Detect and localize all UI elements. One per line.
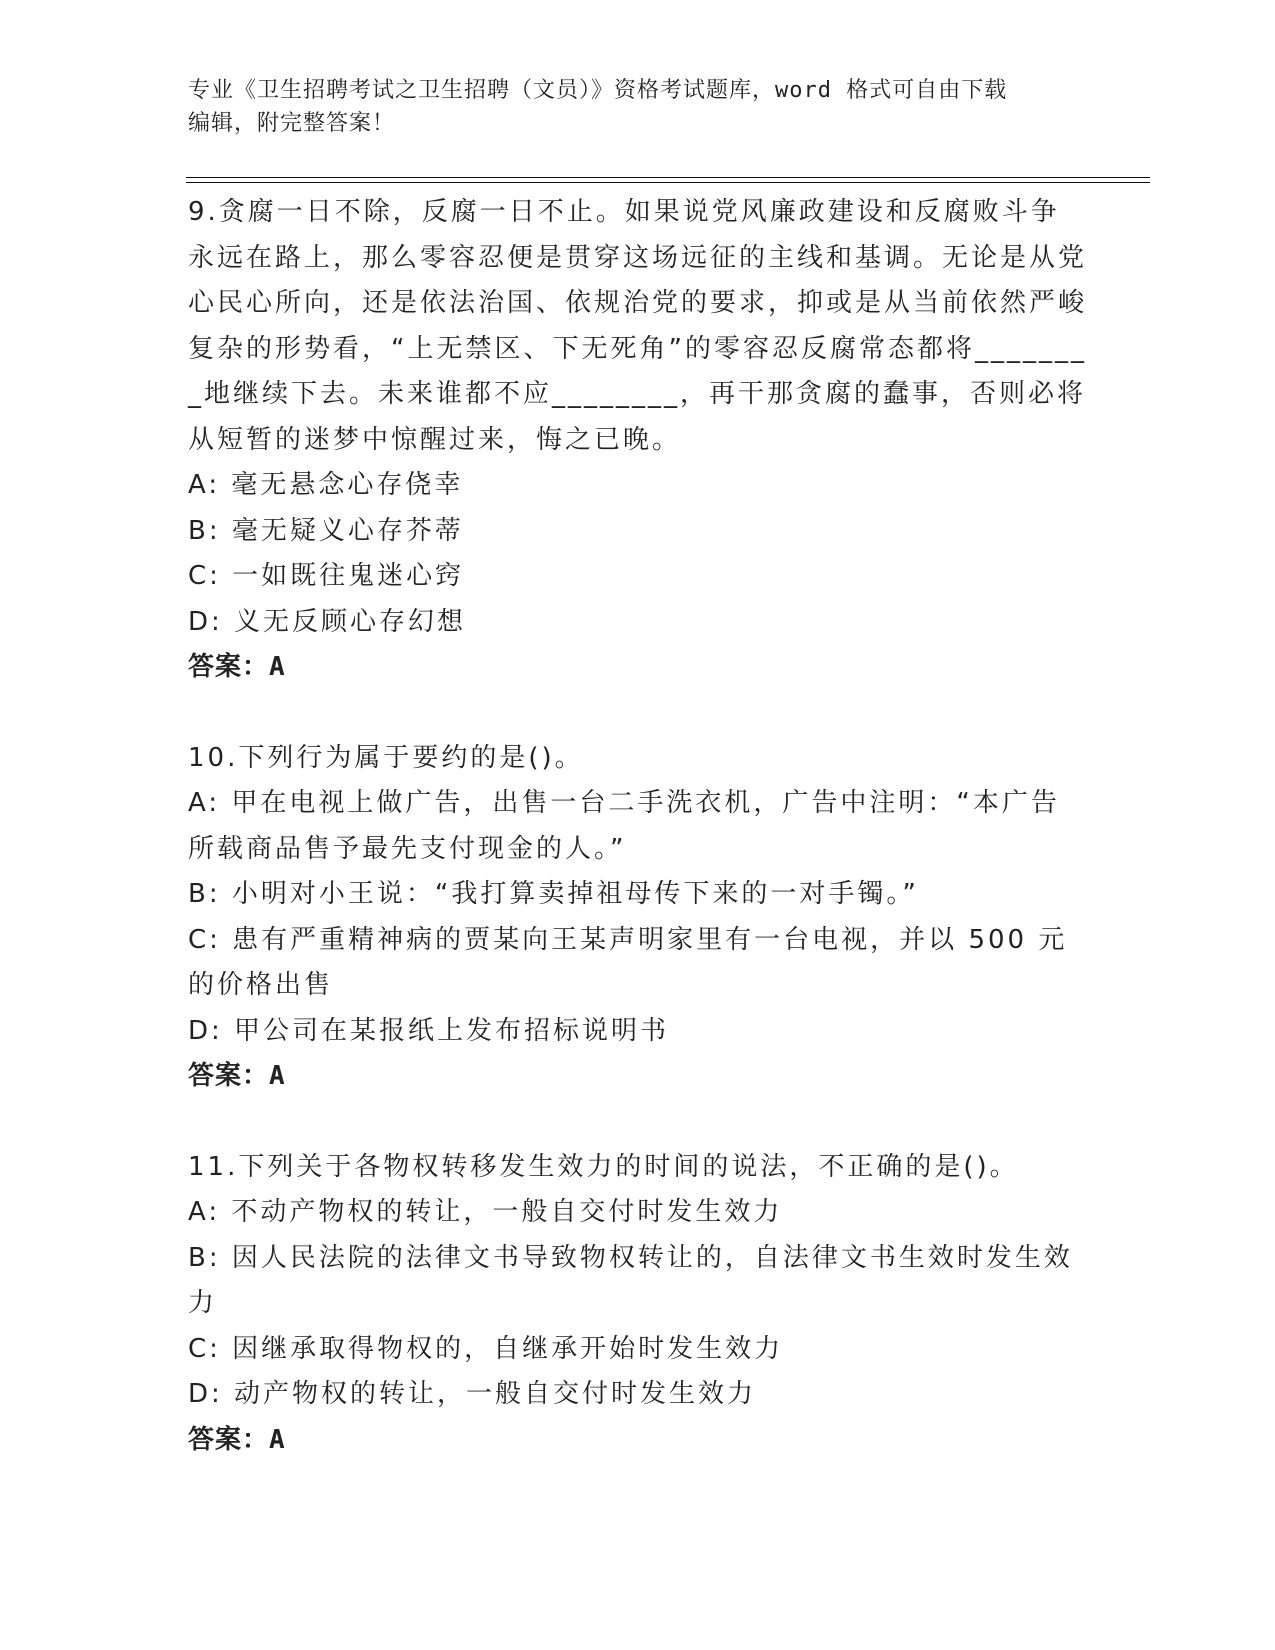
option-c: C: 一如既往鬼迷心窍 xyxy=(188,561,465,591)
option-d: D: 动产物权的转让，一般自交付时发生效力 xyxy=(188,1379,757,1409)
option-d: D: 义无反顾心存幻想 xyxy=(188,606,467,637)
answer-label: 答案：A xyxy=(188,652,286,682)
header-line-1: 专业《卫生招聘考试之卫生招聘（文员）》资格考试题库，word 格式可自由下载 xyxy=(188,78,1008,103)
option-a: A: 甲在电视上做广告，出售一台二手洗衣机，广告中注明：“本广告所载商品售予最先支付现金的人。” xyxy=(188,788,1060,864)
option-b: B: 因人民法院的法律文书导致物权转让的，自法律文书生效时发生效力 xyxy=(188,1242,1073,1318)
question-11 xyxy=(188,1145,1088,1464)
question-10 xyxy=(188,736,1088,1100)
question-stem: 9.贪腐一日不除，反腐一日不止。如果说党风廉政建设和反腐败斗争永远在路上，那么零容忍便是贯穿这场远征的主线和基调。无论是从党心民心所向，还是依法治国、依规治党的要求，抑或是从当前依然严峻复杂的形势看，“上无禁区、下无死角”的零容忍反腐常态都将________地继续下去。未来谁都不应________，再干那贪腐的蠢事，否则必将从短暂的迷梦中惊醒过来，悔之已晚。 xyxy=(188,197,1088,455)
option-d: D: 甲公司在某报纸上发布招标说明书 xyxy=(188,1015,670,1046)
header-line-2: 编辑，附完整答案！ xyxy=(188,111,396,136)
option-b: B: 小明对小王说：“我打算卖掉祖母传下来的一对手镯。” xyxy=(188,879,919,909)
header-divider xyxy=(186,177,1150,183)
question-9 xyxy=(188,190,1088,691)
option-c: C: 因继承取得物权的，自继承开始时发生效力 xyxy=(188,1333,784,1364)
question-list xyxy=(188,190,1088,1463)
answer-label: 答案：A xyxy=(188,1424,286,1455)
option-b: B: 毫无疑义心存芥蒂 xyxy=(188,515,464,546)
answer-label: 答案：A xyxy=(188,1061,286,1091)
option-a: A: 不动产物权的转让，一般自交付时发生效力 xyxy=(188,1197,783,1227)
option-c: C: 患有严重精神病的贾某向王某声明家里有一台电视，并以 500 元的价格出售 xyxy=(188,924,1068,1000)
document-header xyxy=(188,74,1088,140)
option-a: A: 毫无悬念心存侥幸 xyxy=(188,470,464,500)
question-stem: 11.下列关于各物权转移发生效力的时间的说法，不正确的是()。 xyxy=(188,1151,1019,1182)
question-stem: 10.下列行为属于要约的是()。 xyxy=(188,742,584,773)
